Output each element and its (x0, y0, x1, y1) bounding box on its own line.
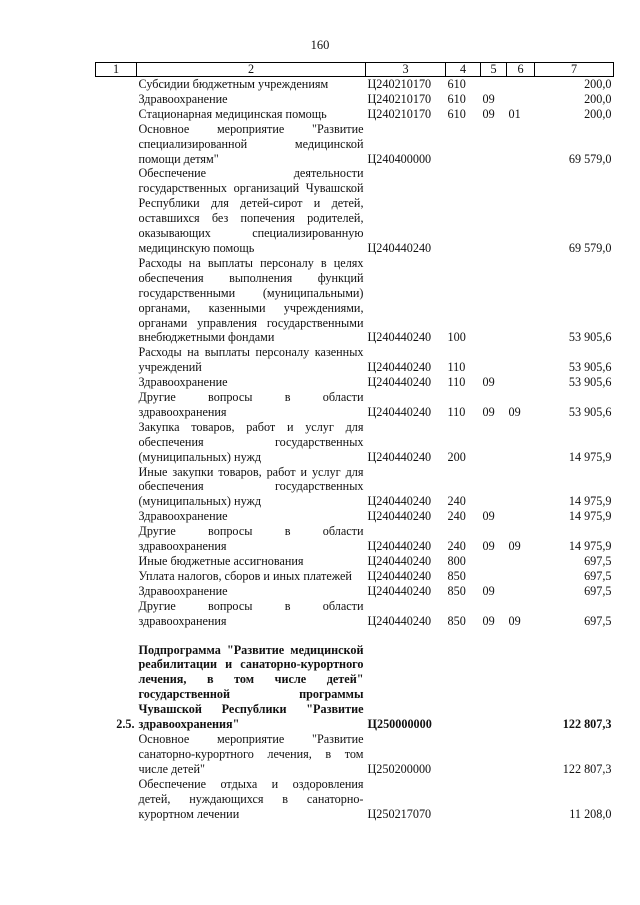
row-section (481, 465, 507, 510)
row-amount: 697,5 (584, 583, 612, 598)
header-col-1: 1 (96, 63, 137, 77)
row-amount: 14 975,9 (568, 494, 612, 509)
table-row (96, 92, 614, 107)
table-row (96, 777, 614, 822)
table-row (96, 77, 614, 92)
row-section (481, 732, 507, 777)
row-name: Подпрограмма "Развитие медицинской реабилитации и санаторно-курортного лечения, в том числе детей" государственной программы Чувашской Республики "Развитие здравоохранения" (138, 642, 364, 732)
row-subsection (507, 465, 535, 510)
page-number: 160 (310, 38, 330, 52)
row-code: Ц240210170 (367, 106, 432, 121)
row-amount: 697,5 (584, 554, 612, 568)
row-number (96, 92, 137, 107)
table-row (96, 509, 614, 524)
row-subsection (507, 92, 535, 107)
row-subsection: 09 (508, 613, 521, 628)
row-subsection: 01 (508, 106, 521, 121)
row-section (481, 77, 507, 92)
row-code: Ц240400000 (367, 151, 432, 166)
row-amount: 53 905,6 (568, 375, 612, 390)
row-number (96, 166, 137, 255)
row-name: Обеспечение отдыха и оздоровления детей, нуждающихся в санаторно-курортном лечении (138, 776, 364, 821)
row-section: 09 (482, 539, 495, 554)
row-subsection (507, 166, 535, 255)
row-number (96, 777, 137, 822)
row-code: Ц250200000 (367, 761, 432, 776)
row-subsection (507, 569, 535, 584)
row-name: Уплата налогов, сборов и иных платежей (138, 568, 352, 583)
table-body (96, 77, 614, 822)
row-section (481, 256, 507, 345)
row-expense-type (446, 777, 481, 822)
row-amount: 122 807,3 (562, 761, 612, 776)
row-expense-type: 200 (447, 449, 466, 464)
row-name: Здравоохранение (138, 509, 228, 524)
row-number (96, 122, 137, 167)
row-number (96, 420, 137, 465)
row-subsection (507, 345, 535, 375)
row-number (96, 465, 137, 510)
row-subsection (507, 256, 535, 345)
row-name: Закупка товаров, работ и услуг для обеспечения государственных (муниципальных) нужд (138, 419, 364, 464)
row-code: Ц240210170 (367, 77, 432, 91)
row-number (96, 345, 137, 375)
row-amount: 122 807,3 (562, 717, 612, 732)
row-number (96, 77, 137, 92)
row-code: Ц240440240 (367, 509, 432, 524)
row-code: Ц240440240 (367, 554, 432, 568)
row-section: 09 (482, 375, 495, 390)
table-row (96, 643, 614, 732)
table-row (96, 375, 614, 390)
row-expense-type: 110 (447, 404, 466, 419)
row-subsection (507, 420, 535, 465)
row-amount: 200,0 (584, 77, 612, 91)
row-code: Ц240440240 (367, 568, 432, 583)
row-amount: 697,5 (584, 568, 612, 583)
row-code: Ц250000000 (367, 717, 432, 732)
row-subsection: 09 (508, 539, 521, 554)
row-name: Другие вопросы в области здравоохранения (138, 598, 364, 628)
header-col-7: 7 (535, 63, 614, 77)
row-amount: 14 975,9 (568, 539, 612, 554)
row-amount: 53 905,6 (568, 360, 612, 375)
row-section: 09 (482, 91, 495, 106)
header-col-2: 2 (137, 63, 366, 77)
row-section (481, 345, 507, 375)
row-name: Другие вопросы в области здравоохранения (138, 390, 364, 419)
table-row (96, 569, 614, 584)
table-row (96, 599, 614, 629)
row-expense-type: 800 (447, 554, 466, 568)
row-amount: 200,0 (584, 106, 612, 121)
row-section: 09 (482, 583, 495, 598)
row-code: Ц240440240 (367, 613, 432, 628)
header-col-5: 5 (481, 63, 507, 77)
row-amount: 697,5 (584, 613, 612, 628)
table-row (96, 345, 614, 375)
table-row (96, 166, 614, 255)
row-section (481, 554, 507, 569)
row-section (481, 166, 507, 255)
spacer-cell (96, 629, 614, 643)
row-subsection (507, 509, 535, 524)
row-name: Здравоохранение (138, 91, 228, 106)
row-subsection (507, 77, 535, 92)
row-name: Субсидии бюджетным учреждениям (138, 77, 329, 91)
row-name: Здравоохранение (138, 583, 228, 598)
row-section (481, 420, 507, 465)
row-section: 09 (482, 509, 495, 524)
row-amount: 69 579,0 (568, 240, 612, 255)
row-code: Ц240440240 (367, 240, 432, 255)
row-subsection (507, 732, 535, 777)
row-subsection (507, 643, 535, 732)
row-expense-type: 610 (447, 91, 466, 106)
table-row (96, 524, 614, 554)
row-name: Иные бюджетные ассигнования (138, 554, 304, 568)
row-expense-type (446, 732, 481, 777)
row-number (96, 599, 137, 629)
table-row (96, 420, 614, 465)
table-row (96, 107, 614, 122)
row-subsection (507, 122, 535, 167)
row-number (96, 107, 137, 122)
row-code: Ц240440240 (367, 330, 432, 345)
row-code: Ц240440240 (367, 583, 432, 598)
row-amount: 53 905,6 (568, 330, 612, 345)
table-row (96, 122, 614, 167)
table-row (96, 256, 614, 345)
row-expense-type: 240 (447, 509, 466, 524)
table-row (96, 465, 614, 510)
row-name: Основное мероприятие "Развитие санаторно-курортного лечения, в том числе детей" (138, 731, 364, 776)
row-expense-type: 110 (447, 375, 466, 390)
row-expense-type: 240 (447, 539, 466, 554)
header-col-3: 3 (366, 63, 446, 77)
row-name: Другие вопросы в области здравоохранения (138, 524, 364, 554)
row-code: Ц240440240 (367, 375, 432, 390)
row-name: Обеспечение деятельности государственных организаций Чувашской Республики для детей-сирот и детей, оставшихся без попечения родителей, оказывающих специализированную медицинскую помощь (138, 166, 364, 255)
row-subsection (507, 554, 535, 569)
row-code: Ц240210170 (367, 91, 432, 106)
row-amount: 14 975,9 (568, 509, 612, 524)
row-expense-type: 110 (447, 360, 466, 375)
row-expense-type: 240 (447, 494, 466, 509)
row-subsection (507, 777, 535, 822)
row-code: Ц240440240 (367, 539, 432, 554)
row-expense-type: 610 (447, 77, 466, 91)
row-section (481, 569, 507, 584)
spacer-row (96, 629, 614, 643)
row-code: Ц240440240 (367, 449, 432, 464)
row-amount: 200,0 (584, 91, 612, 106)
row-section: 09 (482, 106, 495, 121)
row-name: Основное мероприятие "Развитие специализированной медицинской помощи детям" (138, 121, 364, 166)
row-number (96, 524, 137, 554)
row-number (96, 569, 137, 584)
row-number: 2.5. (116, 717, 135, 732)
row-name: Расходы на выплаты персоналу в целях обеспечения выполнения функций государственными (муниципальными) органами, казенными учреждениями, органами управления государственными внебюджетными фондами (138, 255, 364, 345)
row-section: 09 (482, 613, 495, 628)
row-expense-type: 100 (447, 330, 466, 345)
table-row (96, 554, 614, 569)
header-col-6: 6 (507, 63, 535, 77)
table-row (96, 732, 614, 777)
row-expense-type (446, 122, 481, 167)
row-number (96, 509, 137, 524)
row-name: Расходы на выплаты персоналу казенных учреждений (138, 345, 364, 375)
row-section (481, 122, 507, 167)
row-code: Ц240440240 (367, 404, 432, 419)
row-amount: 53 905,6 (568, 404, 612, 419)
row-amount: 14 975,9 (568, 449, 612, 464)
row-number (96, 732, 137, 777)
row-expense-type: 610 (447, 106, 466, 121)
row-name: Стационарная медицинская помощь (138, 106, 327, 121)
row-expense-type: 850 (447, 613, 466, 628)
row-section (481, 777, 507, 822)
row-number (96, 256, 137, 345)
row-number (96, 584, 137, 599)
row-name: Здравоохранение (138, 375, 228, 390)
row-expense-type: 850 (447, 583, 466, 598)
table-row (96, 390, 614, 420)
row-section (481, 643, 507, 732)
table-row (96, 584, 614, 599)
row-number (96, 390, 137, 420)
row-expense-type: 850 (447, 568, 466, 583)
row-subsection: 09 (508, 404, 521, 419)
row-amount: 11 208,0 (569, 806, 612, 821)
row-section: 09 (482, 404, 495, 419)
row-code: Ц240440240 (367, 494, 432, 509)
row-expense-type (446, 166, 481, 255)
budget-table (95, 62, 614, 821)
row-amount: 69 579,0 (568, 151, 612, 166)
row-subsection (507, 584, 535, 599)
header-col-4: 4 (446, 63, 481, 77)
table-header (96, 63, 614, 77)
row-number (96, 375, 137, 390)
row-expense-type (446, 643, 481, 732)
row-code: Ц240440240 (367, 360, 432, 375)
row-number (96, 554, 137, 569)
row-subsection (507, 375, 535, 390)
row-name: Иные закупки товаров, работ и услуг для обеспечения государственных (муниципальных) нужд (138, 464, 364, 509)
row-code: Ц250217070 (367, 806, 432, 821)
